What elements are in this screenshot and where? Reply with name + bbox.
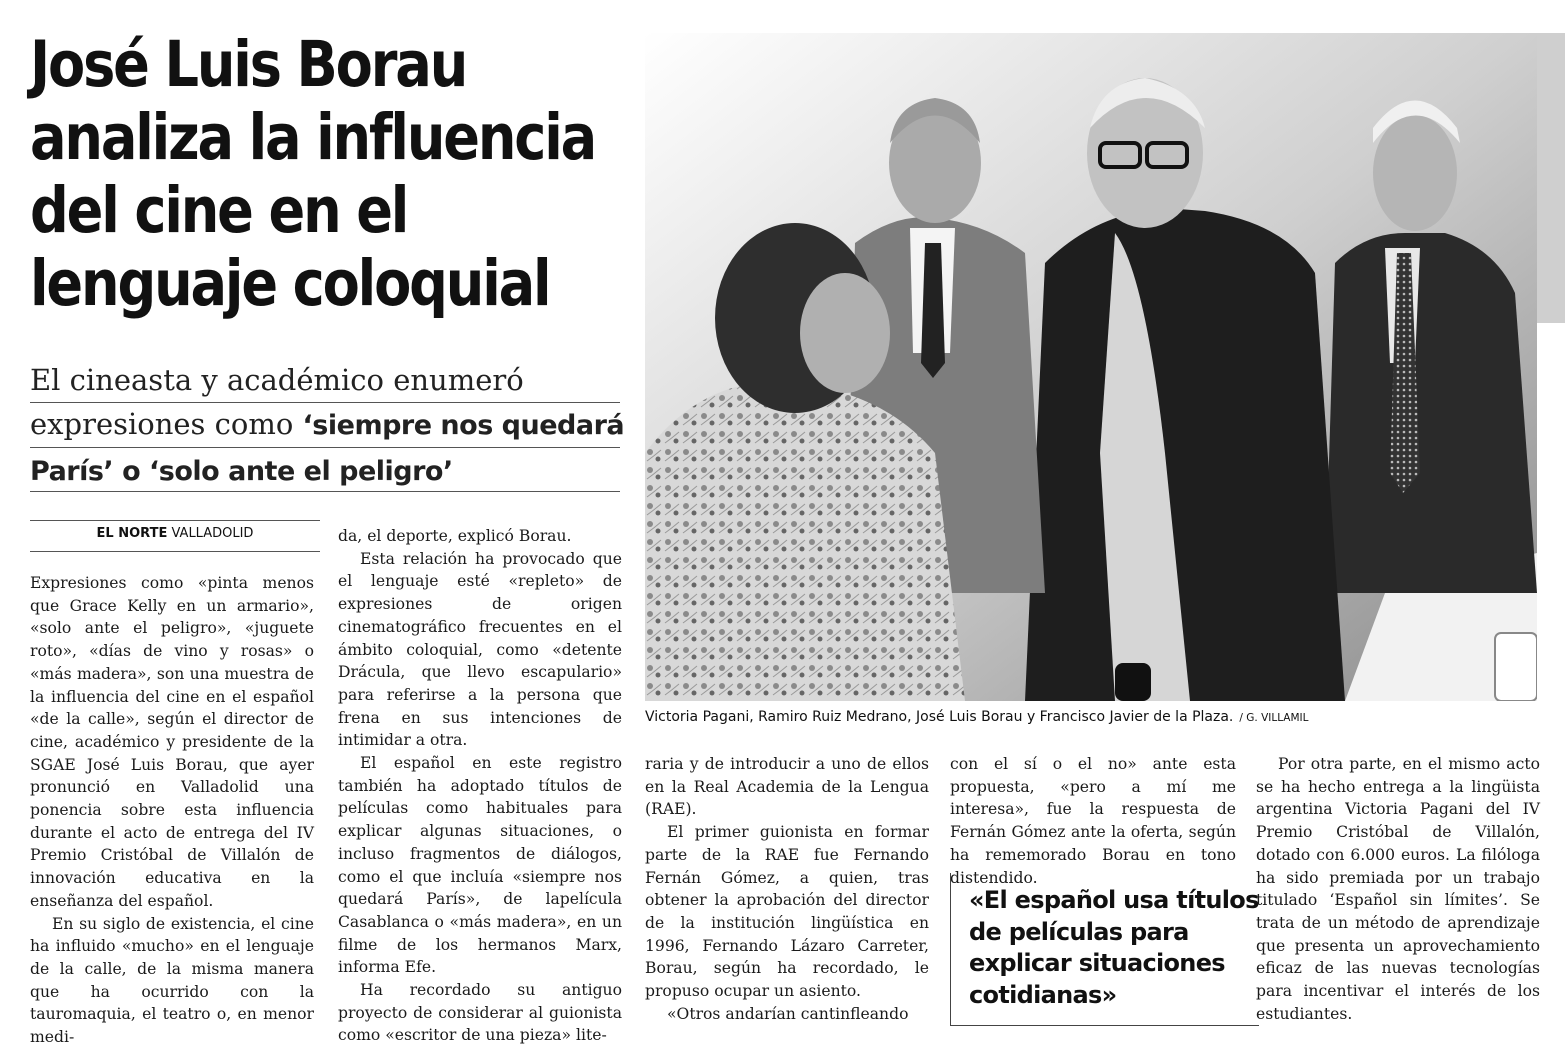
subhead-line-3 [30, 453, 453, 487]
photo-credit: / G. VILLAMIL [1239, 712, 1309, 724]
subhead-rule [30, 447, 620, 448]
subhead-bold: ‘siempre nos quedará [302, 410, 625, 441]
paragraph: El primer guionista en formar parte de la RAE fue Fernando Fernán Gómez, a quien, tras obtener la aprobación del director de la institución lingüística en 1996, Fernando Lázaro Carreter, Borau, según ha recordado, le propuso ocupar un asiento. [645, 823, 929, 1001]
paragraph: Por otra parte, en el mismo acto se ha hecho entrega a la lingüista argentina Victoria Pagani del IV Premio Cristóbal de Villalón, dotado con 6.000 euros. La filóloga ha sido premiada por un trabajo titulado ‘Español sin límites’. Se trata de un método de aprendizaje que presenta un aprovechamiento eficaz de las nuevas tecnologías para incentivar el interés de los estudiantes. [1256, 755, 1540, 1023]
paragraph: El español en este registro también ha adoptado títulos de películas como habituales para explicar algunas situaciones, o incluso fragmentos de diálogos, como el que incluía «siempre nos quedará París», de lapelícula Casablanca o «más madera», en un filme de los hermanos Marx, informa Efe. [338, 754, 622, 977]
paragraph: Ha recordado su antiguo proyecto de considerar al guionista como «escritor de una pieza» lite- [338, 981, 622, 1045]
subhead-line-2 [30, 407, 624, 441]
paragraph: con el sí o el no» ante esta propuesta, «pero a mí me interesa», fue la respuesta de Fernán Gómez ante la oferta, según ha rememorado Borau en tono distendido. [950, 755, 1236, 887]
headline-line: analiza la influencia [30, 101, 596, 174]
subhead-rule [30, 402, 620, 403]
scan-edge [1537, 33, 1565, 323]
subhead-plain: expresiones como [30, 407, 303, 441]
subhead-line-1: El cineasta y académico enumeró [30, 363, 524, 397]
byline-rule [30, 551, 320, 552]
caption-text: Victoria Pagani, Ramiro Ruiz Medrano, José Luis Borau y Francisco Javier de la Plaza. [645, 709, 1234, 725]
subhead-bold: París’ o ‘solo ante el peligro’ [30, 456, 453, 487]
headline-line: José Luis Borau [30, 28, 467, 101]
paragraph: da, el deporte, explicó Borau. [338, 527, 572, 545]
body-column-1 [30, 572, 314, 1049]
paragraph: raria y de introducir a uno de ellos en la Real Academia de la Lengua (RAE). [645, 755, 929, 819]
byline-rule [30, 520, 320, 521]
headline-line: del cine en el [30, 174, 408, 247]
paragraph: En su siglo de existencia, el cine ha influido «mucho» en el lenguaje de la calle, de la misma manera que ha ocurrido con la tauromaquia, el teatro o, en menor medi- [30, 914, 314, 1047]
paragraph: «Otros andarían cantinfleando [667, 1004, 909, 1023]
news-photo [645, 33, 1537, 701]
body-column-5 [1256, 753, 1540, 1025]
headline-line: lenguaje coloquial [30, 247, 550, 320]
pull-quote: «El español usa títulos de películas para explicar situaciones cotidianas» [950, 873, 1259, 1026]
body-column-3 [645, 753, 929, 1025]
paragraph: Expresiones como «pinta menos que Grace Kelly en un armario», «solo ante el peligro», «juguete roto», «días de vino y rosas» o «más madera», son una muestra de la influencia del cine en el español «de la calle», según el director de cine, académico y presidente de la SGAE José Luis Borau, que ayer pronunció en Valladolid una ponencia sobre esta influencia durante el acto de entrega del IV Premio Cristóbal de Villalón de innovación educativa en la enseñanza del español. [30, 574, 314, 910]
body-column-2 [338, 525, 622, 1047]
subhead-rule [30, 491, 620, 492]
photo-illustration [645, 33, 1537, 701]
headline [30, 28, 596, 320]
body-column-4 [950, 753, 1236, 889]
byline-source: EL NORTE [96, 526, 168, 541]
byline-city: VALLADOLID [171, 526, 254, 541]
byline [30, 526, 320, 541]
photo-caption [645, 709, 1309, 725]
paragraph: Esta relación ha provocado que el lenguaje esté «repleto» de expresiones de origen cinematográfico frecuentes en el ámbito coloquial, como «detente Drácula, que llevo escapulario» para referirse a la persona que frena en sus intenciones de intimidar a otra. [338, 549, 622, 750]
